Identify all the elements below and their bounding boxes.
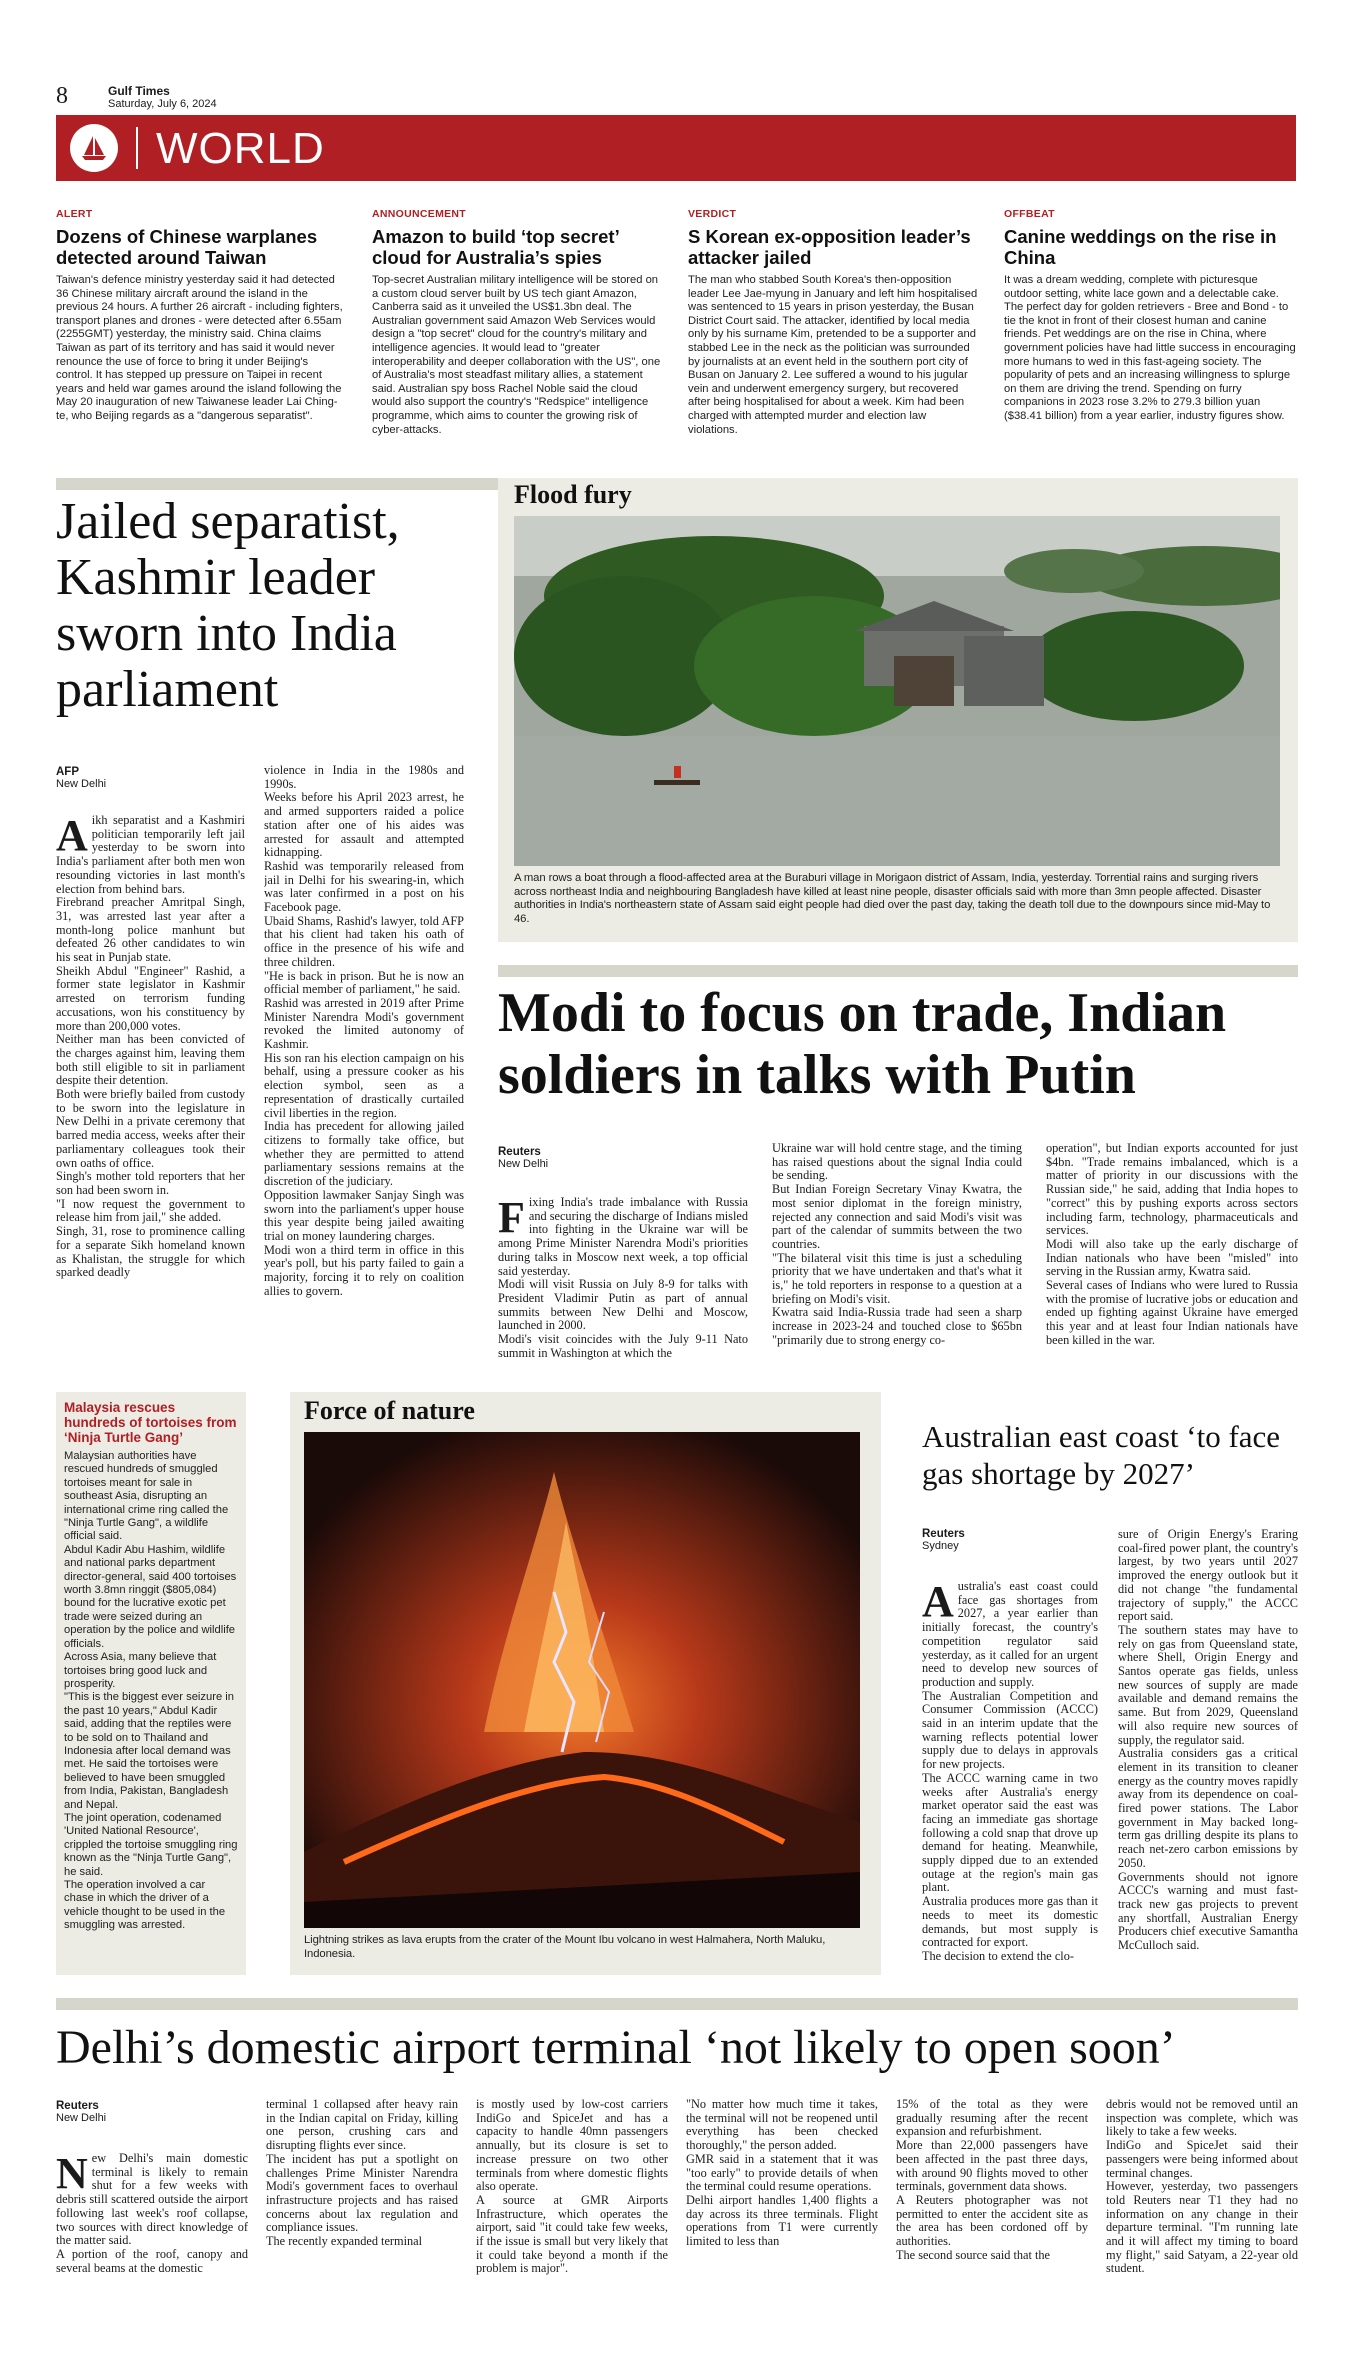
brief-kicker: OFFBEAT	[1004, 208, 1055, 220]
modi-col-2	[772, 1142, 1022, 1376]
story-rule	[498, 965, 1298, 977]
kashmir-col-2	[264, 764, 464, 1372]
brief-2	[372, 208, 662, 437]
gas-text-1: ustralia's east coast could face gas shortages from 2027, a year earlier than initially forecast, the country's competition regulator said yesterday, as it called for an urgent need to develop new sources of production and supply. The Australian Competition and Consumer Commission (ACCC) said in an interim update that the warning reflects potential lower supply due to delays in approvals for new projects. The ACCC warning came in two weeks after Australia's energy market operator said the east was facing an immediate gas shortage following a cold snap that drove up demand for heating. Meanwhile, supply dipped due to an extended outage at the region's main gas plant. Australia produces more gas than it needs to meet its domestic demands, but most supply is contracted for export. The decision to extend the clo-	[922, 1580, 1098, 1963]
kashmir-byline	[56, 766, 256, 790]
delhi-byline	[56, 2100, 236, 2124]
modi-byline	[498, 1146, 698, 1170]
malaysia-title: Malaysia rescues hundreds of tortoises from ‘Ninja Turtle Gang’	[64, 1400, 237, 1445]
page-header	[56, 82, 1296, 112]
brief-text: Taiwan's defence ministry yesterday said it had detected 36 Chinese military aircraft around the island in the previous 24 hours. A further 26 aircraft - including fighters, transport planes and drones - were detected after 6.55am (2255GMT) yesterday, the ministry said. China claims Taiwan as part of its territory and has said it would never renounce the use of force to bring it under Beijing's control. It has stepped up pressure on Taipei in recent years and held war games around the island following the May 20 inauguration of new Taiwanese leader Lai Ching-te, who Beijing regards as a "dangerous separatist".	[56, 274, 343, 422]
flood-caption: A man rows a boat through a flood-affected area at the Buraburi village in Morigaon district of Assam, India, yesterday. Torrential rains and surging rivers across northeast India and neighbouring Bangladesh have killed at least nine people, disaster officials said with more than 3mn people affected. Disaster authorities in India's northeastern state of Assam said eight people had died over the past day, taking the death toll due to the downpours since mid-May to 46.	[514, 872, 1271, 925]
brief-kicker: ALERT	[56, 208, 93, 220]
section-title: WORLD	[156, 124, 325, 173]
section-banner	[56, 115, 1296, 181]
gas-headline: Australian east coast ‘to face gas shortage by 2027’	[922, 1419, 1281, 1491]
delhi-col-1	[56, 2152, 248, 2352]
brief-title: Dozens of Chinese warplanes detected around Taiwan	[56, 226, 318, 268]
modi-text-1: ixing India's trade imbalance with Russia and securing the discharge of Indians misled into fighting in the Ukraine war will be among Prime Minister Narendra Modi's priorities during talks in Moscow next week, a top official said yesterday. Modi will visit Russia on July 8-9 for talks with President Vladimir Putin as part of annual summits between New Delhi and Moscow, launched in 2000. Modi's visit coincides with the July 9-11 Nato summit in Washington at which the	[498, 1196, 748, 1360]
gas-col-1	[922, 1580, 1098, 1976]
byline-dateline: New Delhi	[56, 778, 107, 790]
delhi-col-3	[476, 2098, 668, 2352]
brief-text: It was a dream wedding, complete with picturesque outdoor setting, white lace gown and a delectable cake. The perfect day for golden retrievers - Bree and Bond - to tie the knot in front of their closest human and canine friends. Pet weddings are on the rise in China, where government policies have had little success in encouraging more humans to wed in this fast-ageing society. The popularity of pets and an increasing willingness to splurge on them are driving the trend. Spending on furry companions in 2023 rose 3.2% to 279.3 billion yuan ($38.41 billion) from a year earlier, industry figures show.	[1004, 274, 1296, 422]
ship-logo-icon	[70, 124, 118, 172]
byline-agency: Reuters	[922, 1528, 965, 1540]
brief-4	[1004, 208, 1296, 424]
modi-col-1	[498, 1196, 748, 1376]
modi-col-3	[1046, 1142, 1298, 1376]
modi-text-3: operation", but Indian exports accounted for just $4bn. "Trade remains imbalanced, which is a matter of priority in our discussions with the Russian side," he said, adding that India hopes to "correct" this by pushing exports across sectors including farm, technology, pharmaceuticals and services. Modi will also take up the early discharge of Indian nationals who have been "misled" into serving in the Russian army, Kwatra said. Several cases of Indians who were lured to Russia with the promise of lucrative jobs or education and ended up fighting against Ukraine have emerged this year and at least four Indian nationals have been killed in the war.	[1046, 1142, 1298, 1347]
brief-title: Canine weddings on the rise in China	[1004, 226, 1277, 268]
kashmir-text-1: ikh separatist and a Kashmiri politician temporarily left jail yesterday to be sworn into India's parliament after both men won resounding victories in last month's election from behind bars. Firebrand preacher Amritpal Singh, 31, was arrested last year after a month-long police manhunt but defeated 26 other candidates to win his seat in Punjab state. Sheikh Abdul "Engineer" Rashid, a former state legislator in Kashmir arrested on terrorism funding accusations, won his constituency by more than 200,000 votes. Neither man has been convicted of the charges against him, leaving them both still eligible to sit in parliament despite their detention. Both were briefly bailed from custody to be sworn into the legislature in New Delhi in a private ceremony that barred media access, weeks after their parliamentary colleagues took their own oaths of office. Singh's mother told reporters that her son had been sworn in. "I now request the government to release him from jail," she added. Singh, 31, rose to prominence calling for a separate Sikh homeland known as Khalistan, the struggle for which sparked deadly	[56, 814, 245, 1280]
byline-dateline: Sydney	[922, 1540, 959, 1552]
kashmir-col-1	[56, 814, 245, 1372]
masthead-paper: Gulf Times	[108, 84, 170, 98]
brief-text: Top-secret Australian military intelligence will be stored on a custom cloud server built by US tech giant Amazon, Canberra said as it unveiled the US$1.3bn deal. The Australian government said Amazon Web Services would design a "top secret" cloud for the country's military and intelligence agencies. It would lead to "greater interoperability and deeper collaboration with the US", one of Australia's most steadfast military allies, a statement said. Australian spy boss Rachel Noble said the cloud would also support the country's "Redspice" intelligence programme, which aims to counter the growing risk of cyber-attacks.	[372, 274, 661, 436]
delhi-col-4	[686, 2098, 878, 2352]
dropcap: A	[922, 1580, 954, 1626]
modi-headline: Modi to focus on trade, Indian soldiers in talks with Putin	[498, 982, 1227, 1106]
delhi-col-6	[1106, 2098, 1298, 2352]
brief-kicker: ANNOUNCEMENT	[372, 208, 467, 220]
malaysia-text: Malaysian authorities have rescued hundreds of smuggled tortoises meant for sale in southeast Asia, disrupting an international crime ring called the "Ninja Turtle Gang", a wildlife official said. Abdul Kadir Abu Hashim, wildlife and national parks department director-general, said 400 tortoises worth 3.8mn ringgit ($805,084) bound for the lucrative exotic pet trade were seized during an operation by the police and wildlife officials. Across Asia, many believe that tortoises bring good luck and prosperity. "This is the biggest ever seizure in the past 10 years," Abdul Kadir said, adding that the reptiles were to be sold on to Thailand and Indonesia after local demand was met. He said the tortoises were believed to have been smuggled from India, Pakistan, Bangladesh and Nepal. The joint operation, codenamed 'United National Resource', crippled the tortoise smuggling ring known as the "Ninja Turtle Gang", he said. The operation involved a car chase in which the driver of a vehicle thought to be used in the smuggling was arrested.	[64, 1450, 238, 1932]
dropcap: N	[56, 2152, 88, 2198]
story-rule	[56, 1998, 1298, 2010]
malaysia-box	[56, 1392, 246, 1975]
delhi-text-5: 15% of the total as they were gradually resuming after the recent expansion and refurbishment. More than 22,000 passengers have been affected in the past three days, with around 90 flights moved to other terminals, government data shows. A Reuters photographer was not permitted to enter the accident site as the area has been cordoned off by authorities. The second source said that the	[896, 2098, 1088, 2262]
delhi-text-2: terminal 1 collapsed after heavy rain in the Indian capital on Friday, killing one person, crushing cars and disrupting flights ever since. The incident has put a spotlight on challenges Prime Minister Narendra Modi's government faces to overhaul infrastructure projects and has raised concerns about lax regulation and compliance issues. The recently expanded terminal	[266, 2098, 458, 2249]
masthead-date: Saturday, July 6, 2024	[108, 98, 217, 110]
dropcap: A	[56, 814, 88, 860]
volcano-photo	[304, 1432, 860, 1928]
byline-agency: Reuters	[56, 2100, 99, 2112]
brief-title: S Korean ex-opposition leader’s attacker jailed	[688, 226, 971, 268]
dropcap: F	[498, 1196, 525, 1242]
story-rule	[56, 478, 502, 490]
flood-title: Flood fury	[514, 480, 632, 509]
delhi-text-6: debris would not be removed until an inspection was complete, which was likely to take a few weeks. IndiGo and SpiceJet said their passengers were being informed about terminal changes. However, yesterday, two passengers told Reuters near T1 they had no information on any change in their departure terminal. "I'm running late and it will affect my timing to board my flight," said Satyam, a 22-year old student.	[1106, 2098, 1298, 2276]
volcano-title: Force of nature	[304, 1396, 475, 1425]
page-number: 8	[56, 83, 68, 109]
delhi-text-4: "No matter how much time it takes, the terminal will not be reopened until everything has been checked thoroughly," the person added. GMR said in a statement that it was "too early" to provide details of when the terminal could resume operations. Delhi airport handles 1,400 flights a day across its three terminals. Flight operations from T1 were currently limited to less than	[686, 2098, 878, 2249]
delhi-text-3: is mostly used by low-cost carriers IndiGo and SpiceJet and has a capacity to handle 40mn passengers annually, but its closure is set to increase pressure on two other terminals from where domestic flights also operate. A source at GMR Airports Infrastructure, which operates the airport, said "it could take few weeks, if the issue is small but very likely that it could take beyond a month if the problem is major".	[476, 2098, 668, 2276]
gas-text-2: sure of Origin Energy's Eraring coal-fired power plant, the country's largest, by two years until 2027 improved the energy outlook but it did not change "the fundamental trajectory of supply," the ACCC report said. The southern states may have to rely on gas from Queensland state, where Shell, Origin Energy and Santos operate gas fields, unless new sources of supply are made available and demand remains the same. But from 2029, Queensland will also require new sources of supply, the regulator said. Australia considers gas a critical element in its transition to cleaner energy as the country moves rapidly away from its dependence on coal-fired power stations. The Labor government in May backed long-term gas drilling despite its plans to reach net-zero carbon emissions by 2050. Governments should not ignore ACCC's warning and must fast-track new gas projects to prevent any shortfall, Australian Energy Producers chief executive Samantha McCulloch said.	[1118, 1528, 1298, 1953]
delhi-text-1: ew Delhi's main domestic terminal is likely to remain shut for a few weeks with debris still scattered outside the airport following last week's roof collapse, two sources with direct knowledge of the matter said. A portion of the roof, canopy and several beams at the domestic	[56, 2152, 248, 2275]
brief-3	[688, 208, 978, 437]
brief-kicker: VERDICT	[688, 208, 737, 220]
modi-text-2: Ukraine war will hold centre stage, and the timing has raised questions about the signal India could be sending. But Indian Foreign Secretary Vinay Kwatra, the most senior diplomat in the foreign ministry, rejected any connection and said Modi's visit was part of the calendar of summits between the two countries. "The bilateral visit this time is just a scheduling priority that we have undertaken and that's what it is," he told reporters in response to a question at a briefing on Modi's visit. Kwatra said India-Russia trade had seen a sharp increase in 2023-24 and touched close to $65bn "primarily due to strong energy co-	[772, 1142, 1022, 1347]
volcano-caption: Lightning strikes as lava erupts from the crater of the Mount Ibu volcano in west Halmahera, North Maluku, Indonesia.	[304, 1934, 826, 1960]
kashmir-headline: Jailed separatist, Kashmir leader sworn into India parliament	[56, 493, 400, 718]
brief-title: Amazon to build ‘top secret’ cloud for Australia’s spies	[372, 226, 619, 268]
byline-dateline: New Delhi	[498, 1158, 549, 1170]
byline-dateline: New Delhi	[56, 2112, 107, 2124]
gas-col-2	[1118, 1528, 1298, 1976]
byline-agency: Reuters	[498, 1146, 541, 1158]
brief-1	[56, 208, 346, 424]
brief-text: The man who stabbed South Korea's then-opposition leader Lee Jae-myung in January and left him hospitalised was sentenced to 15 years in prison yesterday, the Busan District Court said. The attacker, identified by local media only by his surname Kim, pretended to be a supporter and stabbed Lee in the neck as the politician was surrounded by journalists at an event held in the southern port city of Busan on January 2. Lee suffered a wound to his jugular vein and underwent emergency surgery, but recovered after being hospitalised for about a week. Kim had been charged with attempted murder and election law violations.	[688, 274, 978, 436]
byline-agency: AFP	[56, 766, 79, 778]
kashmir-text-2: violence in India in the 1980s and 1990s. Weeks before his April 2023 arrest, he and armed supporters raided a police station after one of his aides was arrested for assault and attempted kidnapping. Rashid was temporarily released from jail in Delhi for his swearing-in, which was later confirmed in a post on his Facebook page. Ubaid Shams, Rashid's lawyer, told AFP that his client had taken his oath of office in the presence of his wife and three children. "He is back in prison. But he is now an official member of parliament," he said. Rashid was arrested in 2019 after Prime Minister Narendra Modi's government revoked the limited autonomy of Kashmir. His son ran his election campaign on his behalf, using a pressure cooker as his election symbol, seen as a representation of drastically curtailed civil liberties in the region. India has precedent for allowing jailed citizens to formally take office, but whether they are permitted to attend parliamentary sessions remains at the discretion of the judiciary. Opposition lawmaker Sanjay Singh was sworn into the parliament's upper house this year despite being jailed awaiting trial on money laundering charges. Modi won a third term in office in this year's poll, but his party failed to gain a majority, forcing it to rely on coalition allies to govern.	[264, 764, 464, 1298]
banner-divider	[136, 127, 138, 169]
delhi-headline: Delhi’s domestic airport terminal ‘not likely to open soon’	[56, 2021, 1176, 2074]
flood-photo	[514, 516, 1280, 866]
delhi-col-5	[896, 2098, 1088, 2352]
delhi-col-2	[266, 2098, 458, 2352]
gas-byline	[922, 1528, 1102, 1552]
